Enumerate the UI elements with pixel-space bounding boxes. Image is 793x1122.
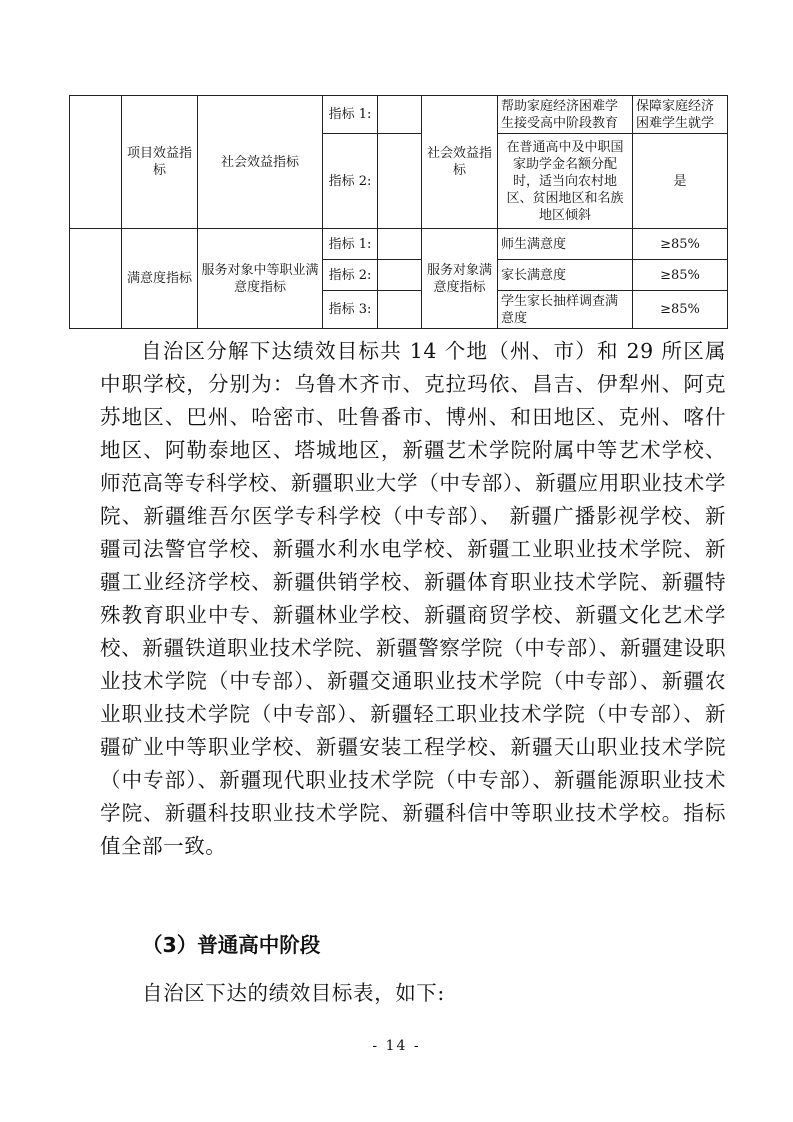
table-cell-description: 师生满意度 <box>498 229 633 260</box>
table-cell-subcategory: 社会效益指标 <box>198 96 323 229</box>
table-cell-empty <box>378 96 422 134</box>
table-cell-right-category: 社会效益指标 <box>422 96 498 229</box>
table-cell-category: 项目效益指标 <box>122 96 198 229</box>
table-cell-value: 保障家庭经济困难学生就学 <box>633 96 728 134</box>
table-cell-empty <box>378 260 422 291</box>
table-cell-category: 满意度指标 <box>122 229 198 329</box>
table-cell-indicator: 指标 1: <box>323 96 378 134</box>
table-cell-right-category: 服务对象满意度指标 <box>422 229 498 329</box>
table-cell-blank <box>70 229 122 329</box>
table-cell-value: 是 <box>633 134 728 229</box>
table-cell-description: 家长满意度 <box>498 260 633 291</box>
table-cell-value: ≥85% <box>633 291 728 329</box>
table-cell-indicator: 指标 3: <box>323 291 378 329</box>
table-cell-value: ≥85% <box>633 260 728 291</box>
section-heading: （3）普通高中阶段 <box>142 933 321 957</box>
table-cell-value: ≥85% <box>633 229 728 260</box>
table-cell-empty <box>378 229 422 260</box>
table-cell-empty <box>378 291 422 329</box>
page-number: - 14 - <box>372 1038 421 1054</box>
intro-line: 自治区下达的绩效目标表，如下: <box>142 981 445 1005</box>
table-cell-description: 帮助家庭经济困难学生接受高中阶段教育 <box>498 96 633 134</box>
table-cell-subcategory: 服务对象中等职业满意度指标 <box>198 229 323 329</box>
body-paragraph: 自治区分解下达绩效目标共 14 个地（州、市）和 29 所区属中职学校，分别为：乌鲁木齐市、克拉玛依、昌吉、伊犁州、阿克苏地区、巴州、哈密市、吐鲁番市、博州、和田地区、克州、喀什地区、阿勒泰地区、塔城地区，新疆艺术学院附属中等艺术学校、 师范高等专科学校、新疆职业大学（中专部）、新疆应用职业技术学院、新疆维吾尔医学专科学校（中专部）、 新疆广播影视学校、新疆司法警官学校、新疆水利水电学校、新疆工业职业技术学院、新疆工业经济学校、新疆供销学校、新疆体育职业技术学院、新疆特殊教育职业中专、新疆林业学校、新疆商贸学校、新疆文化艺术学校、新疆铁道职业技术学院、新疆警察学院（中专部）、新疆建设职业技术学院（中专部）、新疆交通职业技术学院（中专部）、新疆农业职业技术学院（中专部）、新疆轻工职业技术学院（中专部）、新疆矿业中等职业学校、新疆安装工程学校、新疆天山职业技术学院（中专部）、新疆现代职业技术学院（中专部）、新疆能源职业技术学院、新疆科技职业技术学院、新疆科信中等职业技术学校。指标值全部一致。 <box>100 339 726 858</box>
table-cell-indicator: 指标 1: <box>323 229 378 260</box>
performance-table <box>69 95 728 329</box>
table-cell-description: 学生家长抽样调查满意度 <box>498 291 633 329</box>
table-cell-indicator: 指标 2: <box>323 260 378 291</box>
table-cell-indicator: 指标 2: <box>323 134 378 229</box>
table-cell-empty <box>378 134 422 229</box>
table-cell-description: 在普通高中及中职国家助学金名额分配时，适当向农村地区、贫困地区和名族地区倾斜 <box>498 134 633 229</box>
table-cell-blank <box>70 96 122 229</box>
